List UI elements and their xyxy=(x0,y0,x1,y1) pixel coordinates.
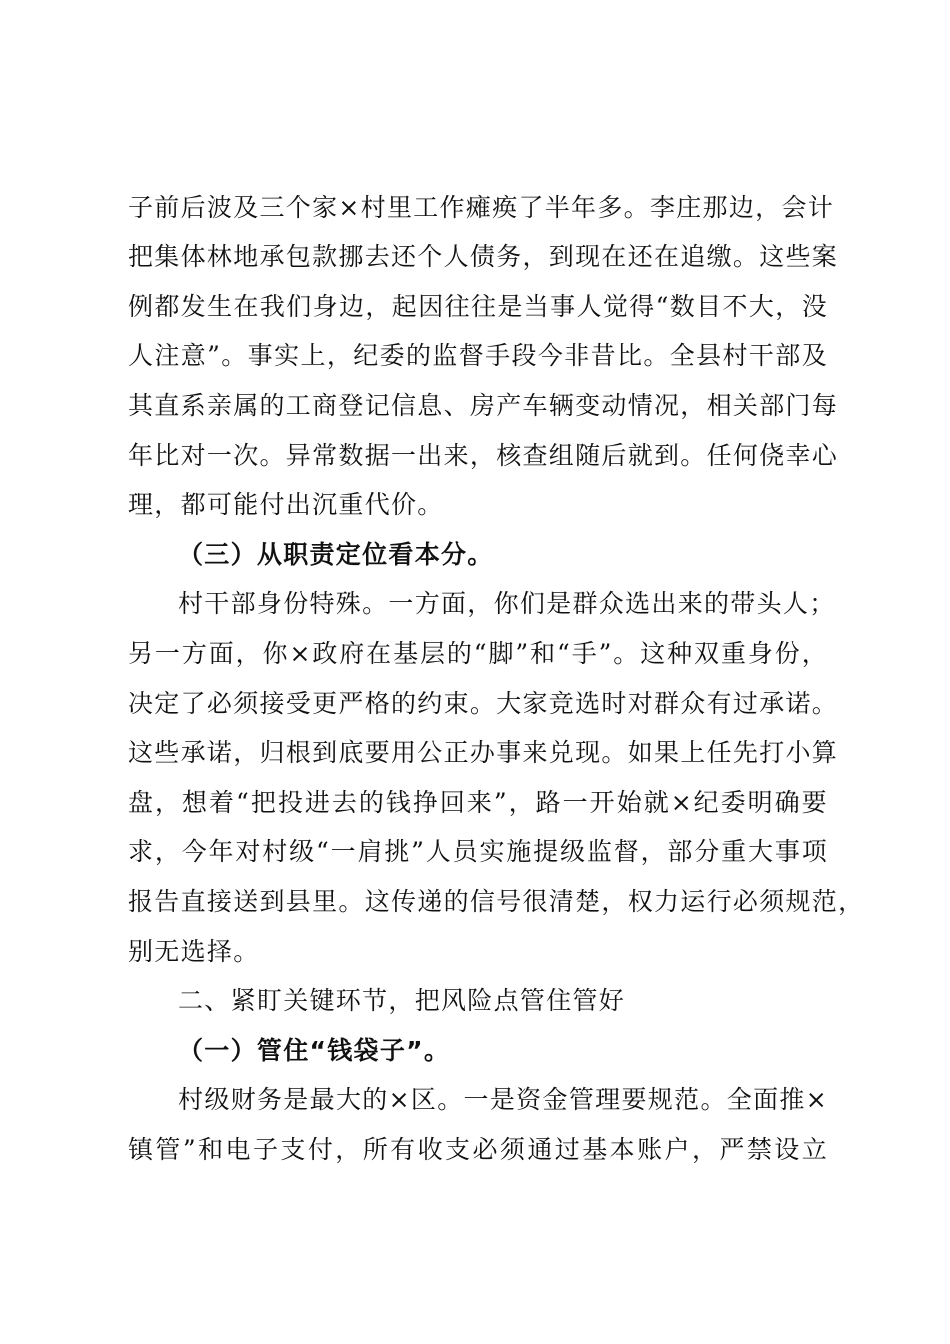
section-heading: （三）从职责定位看本分。 xyxy=(178,540,494,569)
chapter-heading: 二、紧盯关键环节，把风险点管住管好 xyxy=(178,986,626,1015)
paragraph-line: 把集体林地承包款挪去还个人债务，到现在还在追缴。这些案 xyxy=(128,242,839,271)
paragraph-line: 镇管”和电子支付，所有收支必须通过基本账户，严禁设立 xyxy=(128,1135,828,1164)
paragraph-line: 这些承诺，归根到底要用公正办事来兑现。如果上任先打小算 xyxy=(128,738,839,767)
paragraph-line: 理，都可能付出沉重代价。 xyxy=(128,490,444,519)
section-heading: （一）管住“钱袋子”。 xyxy=(178,1036,451,1065)
paragraph-line: 别无选择。 xyxy=(128,937,260,966)
paragraph-line: 决定了必须接受更严格的约束。大家竞选时对群众有过承诺。 xyxy=(128,689,839,718)
paragraph-line: 例都发生在我们身边，起因往往是当事人觉得“数目不大，没 xyxy=(128,292,828,321)
paragraph-line: 人注意”。事实上，纪委的监督手段今非昔比。全县村干部及 xyxy=(128,341,828,370)
paragraph-line: 求，今年对村级“一肩挑”人员实施提级监督，部分重大事项 xyxy=(128,837,828,866)
paragraph-line: 另一方面，你×政府在基层的“脚”和“手”。这种双重身份， xyxy=(128,639,828,668)
paragraph-line: 盘，想着“把投进去的钱挣回来”，路一开始就×纪委明确要 xyxy=(128,788,828,817)
paragraph-line: 其直系亲属的工商登记信息、房产车辆变动情况，相关部门每 xyxy=(128,391,839,420)
paragraph-line: 年比对一次。异常数据一出来，核查组随后就到。任何侥幸心 xyxy=(128,441,839,470)
paragraph-line: 村干部身份特殊。一方面，你们是群众选出来的带头人； xyxy=(178,589,836,618)
paragraph-line: 子前后波及三个家×村里工作瘫痪了半年多。李庄那边，会计 xyxy=(128,193,835,222)
paragraph-line: 村级财务是最大的×区。一是资金管理要规范。全面推× xyxy=(178,1085,828,1114)
paragraph-line: 报告直接送到县里。这传递的信号很清楚，权力运行必须规范， xyxy=(128,887,865,916)
